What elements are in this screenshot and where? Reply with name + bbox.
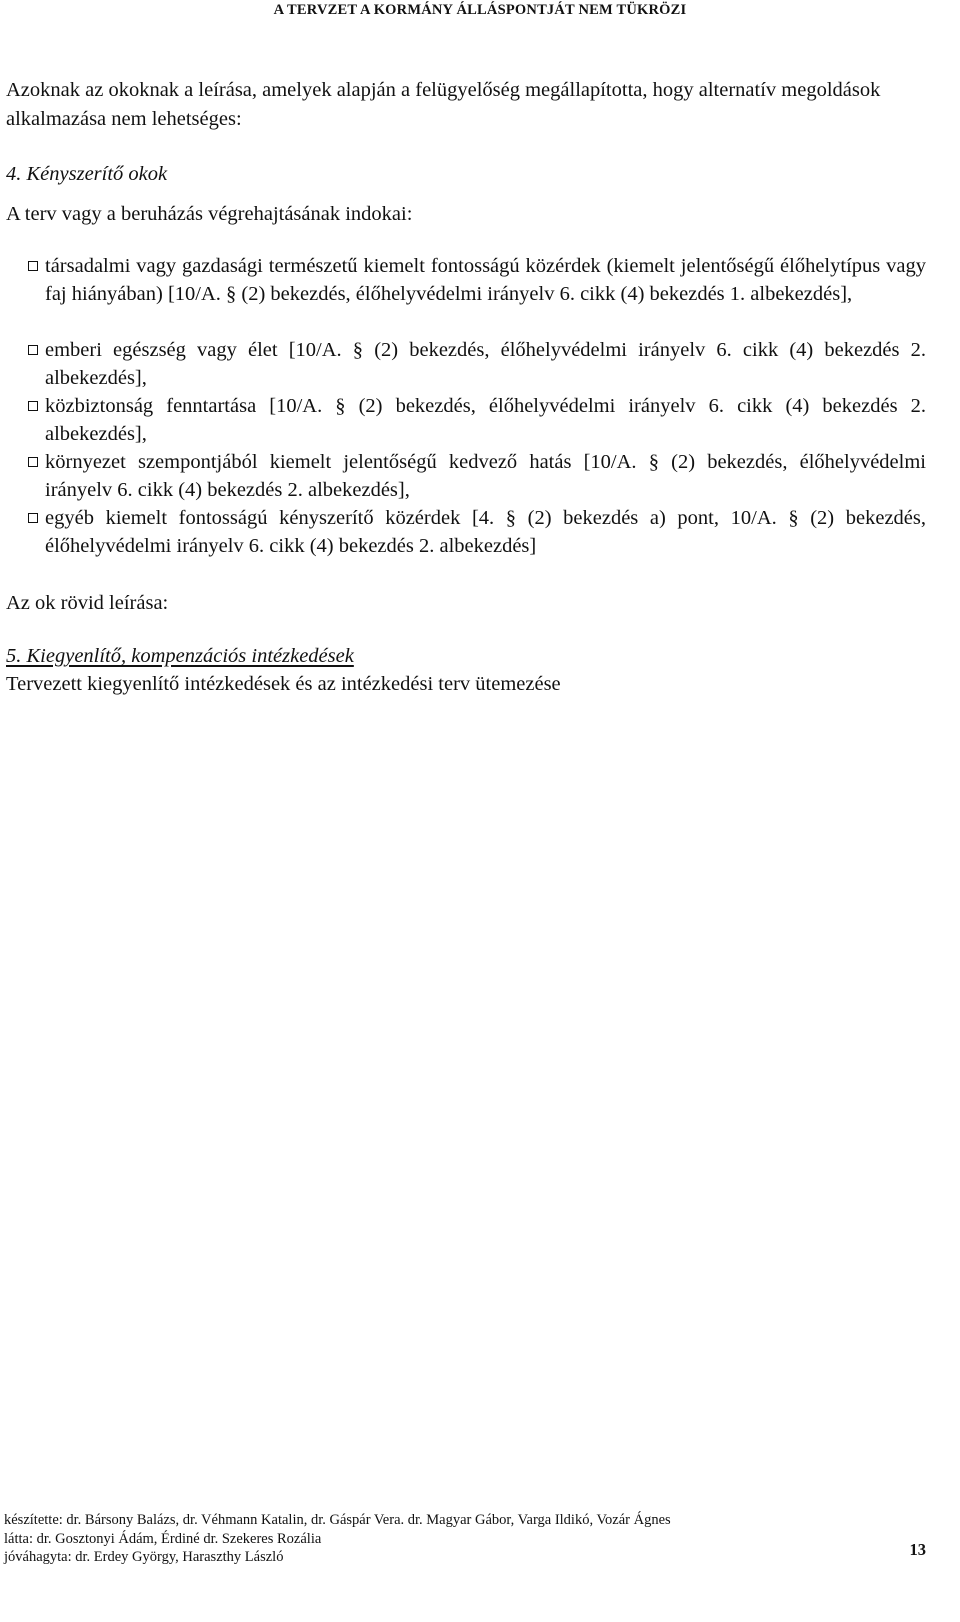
option-label: emberi egészség vagy élet [10/A. § (2) bekezdés, élőhelyvédelmi irányelv 6. cikk (4) bekezdés 2. albekezdés],	[45, 339, 926, 389]
checkbox-option-public-interest[interactable]	[28, 252, 926, 308]
checkbox-icon[interactable]	[28, 345, 38, 355]
checkbox-icon[interactable]	[28, 401, 38, 411]
checkbox-option-other-interest[interactable]	[28, 504, 926, 560]
intro-paragraph: Azoknak az okoknak a leírása, amelyek alapján a felügyelőség megállapította, hogy alternatív megoldások alkalmazása nem lehetséges:	[6, 79, 881, 130]
footer-credits	[4, 1511, 864, 1567]
reasons-title: A terv vagy a beruházás végrehajtásának indokai:	[6, 203, 413, 225]
section-heading-5: 5. Kiegyenlítő, kompenzációs intézkedések	[6, 645, 354, 667]
checkbox-icon[interactable]	[28, 457, 38, 467]
page-number: 13	[909, 1540, 926, 1559]
option-label: közbiztonság fenntartása [10/A. § (2) bekezdés, élőhelyvédelmi irányelv 6. cikk (4) bekezdés 2. albekezdés],	[45, 395, 926, 445]
checkbox-option-environmental-benefit[interactable]	[28, 448, 926, 504]
option-label: társadalmi vagy gazdasági természetű kiemelt fontosságú közérdek (kiemelt jelentőségű élőhelytípus vagy faj hiányában) [10/A. § (2) bekezdés, élőhelyvédelmi irányelv 6. cikk (4) bekezdés 1. albekezdés],	[45, 255, 926, 305]
option-label: egyéb kiemelt fontosságú kényszerítő közérdek [4. § (2) bekezdés a) pont, 10/A. § (2) bekezdés, élőhelyvédelmi irányelv 6. cikk (4) bekezdés 2. albekezdés]	[45, 507, 926, 557]
draft-disclaimer-header: A TERVZET A KORMÁNY ÁLLÁSPONTJÁT NEM TÜKRÖZI	[273, 2, 687, 18]
short-description-label: Az ok rövid leírása:	[6, 592, 169, 614]
planned-measures-label: Tervezett kiegyenlítő intézkedések és az intézkedési terv ütemezése	[6, 673, 561, 695]
section-heading-4: 4. Kényszerítő okok	[6, 163, 168, 185]
footer-prepared-by: készítette: dr. Bársony Balázs, dr. Véhmann Katalin, dr. Gáspár Vera. dr. Magyar Gábor, Varga Ildikó, Vozár Ágnes	[4, 1512, 671, 1528]
footer-reviewed-by: látta: dr. Gosztonyi Ádám, Érdiné dr. Szekeres Rozália	[4, 1530, 322, 1547]
option-label: környezet szempontjából kiemelt jelentőségű kedvező hatás [10/A. § (2) bekezdés, élőhelyvédelmi irányelv 6. cikk (4) bekezdés 2. albekezdés],	[45, 451, 926, 501]
checkbox-option-public-safety[interactable]	[28, 392, 926, 448]
checkbox-option-human-health[interactable]	[28, 336, 926, 392]
footer-approved-by: jóváhagyta: dr. Erdey György, Haraszthy László	[4, 1549, 284, 1565]
checkbox-icon[interactable]	[28, 513, 38, 523]
checkbox-icon[interactable]	[28, 261, 38, 271]
